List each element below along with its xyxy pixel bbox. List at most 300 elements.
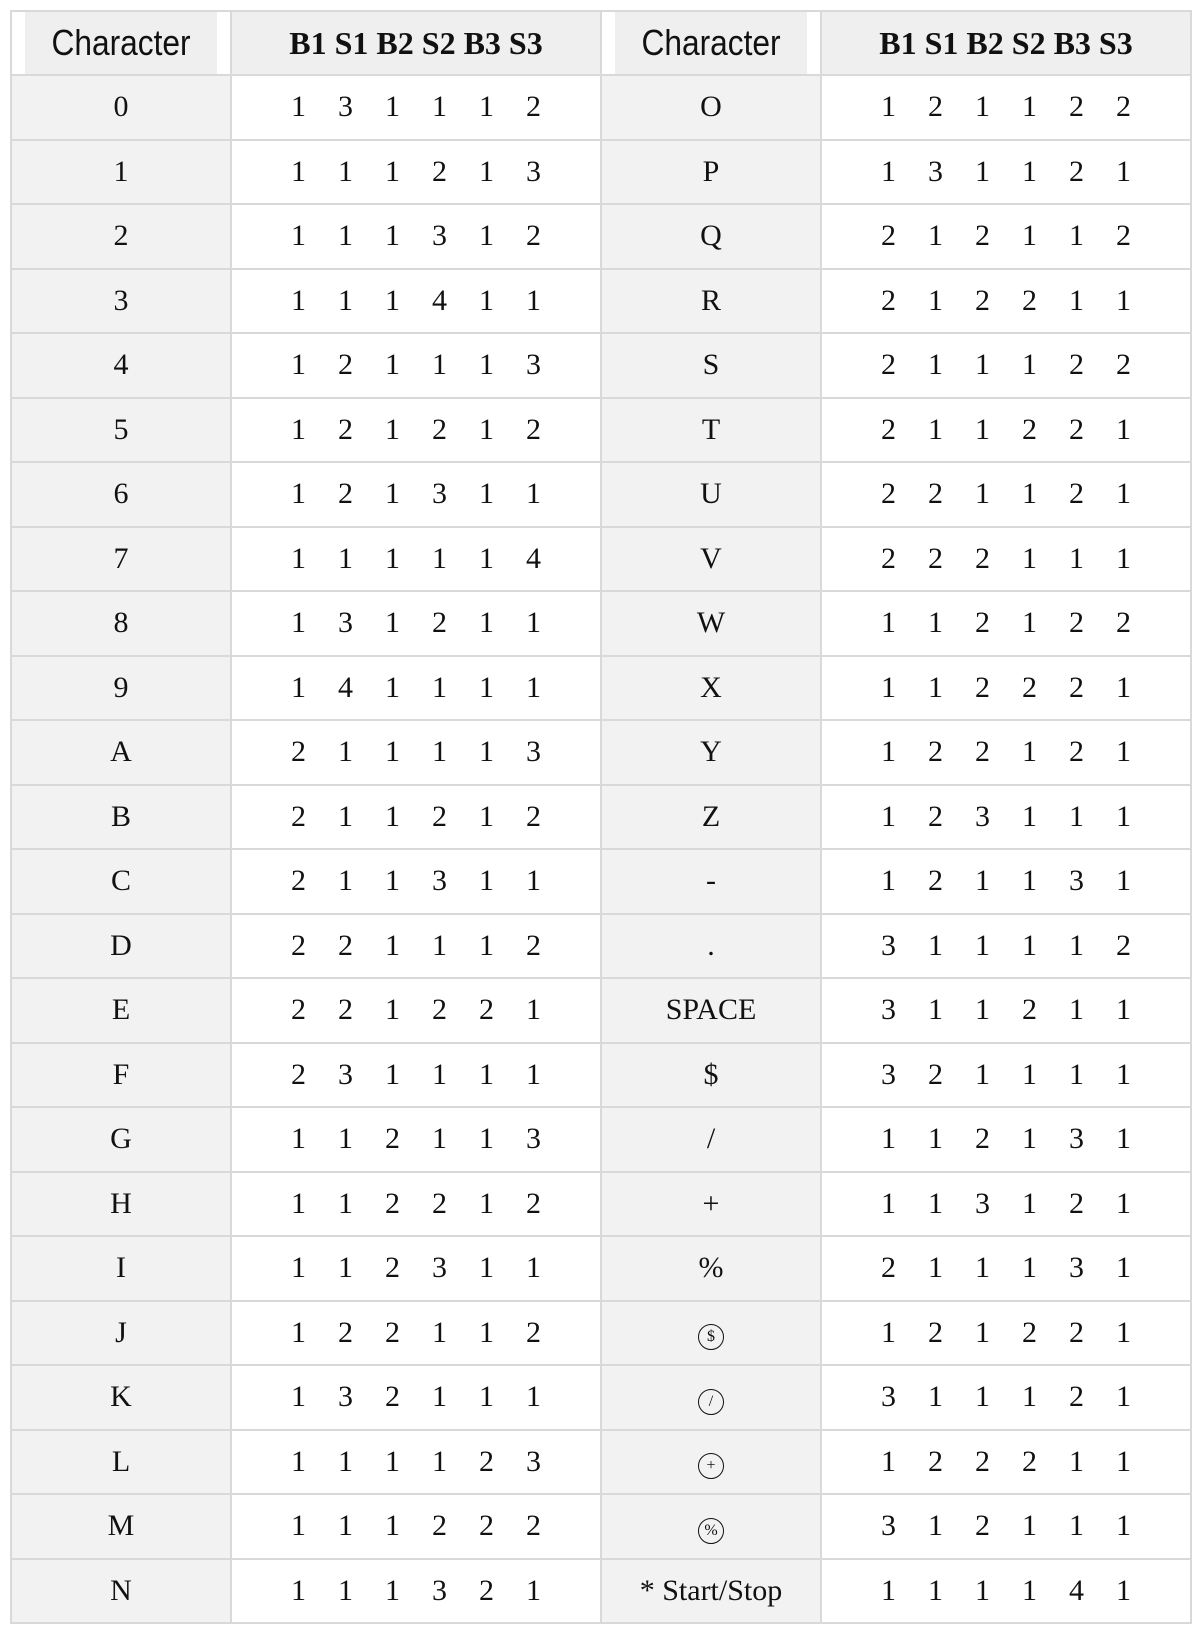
s2-width: 1 [432, 735, 447, 769]
b1-width: 3 [881, 928, 896, 962]
s1-width: 1 [928, 1186, 943, 1220]
s1-width: 1 [928, 1509, 943, 1543]
s3-width: 1 [1116, 154, 1131, 188]
bar-space-widths [232, 1380, 600, 1414]
b1-width: 1 [291, 1573, 306, 1607]
right-code-cell [821, 1043, 1191, 1108]
character-label: 6 [113, 477, 129, 511]
b2-width: 3 [975, 799, 990, 833]
s3-width: 1 [1116, 799, 1131, 833]
s3-width: 2 [526, 90, 541, 124]
s1-width: 2 [928, 1315, 943, 1349]
right-code-cell [821, 1430, 1191, 1495]
character-label: . [707, 928, 715, 962]
s3-width: 1 [1116, 412, 1131, 446]
right-code-cell [821, 140, 1191, 205]
b3-width: 2 [1069, 1315, 1084, 1349]
b2-width: 2 [975, 541, 990, 575]
bar-space-widths [232, 606, 600, 640]
b1-width: 1 [881, 1315, 896, 1349]
b1-width: 2 [291, 799, 306, 833]
left-code-cell [231, 720, 601, 785]
s2-width: 1 [432, 1315, 447, 1349]
s3-width: 2 [526, 219, 541, 253]
b1-width: 1 [291, 606, 306, 640]
b3-width: 1 [479, 412, 494, 446]
character-label: SPACE [665, 993, 757, 1027]
b2-width: 1 [385, 1509, 400, 1543]
bar-space-widths [232, 671, 600, 705]
right-character-cell [601, 1430, 821, 1495]
left-character-cell [11, 849, 231, 914]
character-label: 8 [113, 606, 129, 640]
s3-width: 3 [526, 735, 541, 769]
table-row [11, 978, 1191, 1043]
character-label: R [700, 283, 721, 317]
s3-width: 1 [1116, 864, 1131, 898]
right-character-cell [601, 1301, 821, 1366]
b3-width: 2 [1069, 90, 1084, 124]
s2-width: 2 [1022, 283, 1037, 317]
character-label: G [110, 1122, 132, 1156]
s3-width: 1 [526, 1380, 541, 1414]
right-character-cell [601, 1172, 821, 1237]
s1-width: 3 [338, 606, 353, 640]
left-character-cell [11, 140, 231, 205]
b3-width: 1 [479, 541, 494, 575]
left-character-cell [11, 785, 231, 850]
s3-width: 2 [526, 928, 541, 962]
s3-width: 1 [1116, 1380, 1131, 1414]
b2-width: 2 [975, 1444, 990, 1478]
s2-width: 4 [432, 283, 447, 317]
bar-space-widths [822, 155, 1190, 189]
right-character-cell [601, 462, 821, 527]
s2-width: 1 [1022, 864, 1037, 898]
b1-width: 3 [881, 993, 896, 1027]
bar-space-column-header: B1 S1 B2 S2 B3 S3 [821, 11, 1191, 75]
s3-width: 1 [1116, 735, 1131, 769]
right-character-cell [601, 1043, 821, 1108]
right-code-cell [821, 978, 1191, 1043]
s1-width: 2 [338, 993, 353, 1027]
s1-width: 3 [338, 1380, 353, 1414]
b3-width: 1 [1069, 928, 1084, 962]
left-character-cell [11, 1301, 231, 1366]
b1-width: 1 [291, 477, 306, 511]
s2-width: 1 [1022, 1573, 1037, 1607]
b3-width: 2 [1069, 154, 1084, 188]
b2-width: 1 [385, 541, 400, 575]
left-code-cell [231, 140, 601, 205]
b2-width: 2 [385, 1315, 400, 1349]
b2-width: 2 [385, 1251, 400, 1285]
bar-space-widths [822, 477, 1190, 511]
b3-width: 1 [479, 477, 494, 511]
character-label: Y [700, 735, 722, 769]
bar-space-widths [822, 1058, 1190, 1092]
s1-width: 1 [928, 606, 943, 640]
s2-width: 1 [1022, 90, 1037, 124]
b2-width: 2 [975, 606, 990, 640]
b3-width: 3 [1069, 1251, 1084, 1285]
s2-width: 1 [1022, 1380, 1037, 1414]
s3-width: 1 [526, 1251, 541, 1285]
s1-width: 2 [928, 1057, 943, 1091]
b3-width: 2 [1069, 735, 1084, 769]
bar-space-widths [822, 800, 1190, 834]
b1-width: 2 [291, 735, 306, 769]
b2-width: 2 [975, 1509, 990, 1543]
b1-width: 1 [291, 1251, 306, 1285]
b2-width: 1 [385, 1057, 400, 1091]
bar-space-widths [822, 864, 1190, 898]
character-label: 5 [113, 412, 129, 446]
s1-width: 1 [928, 412, 943, 446]
s1-width: 2 [928, 1444, 943, 1478]
s1-width: 1 [338, 283, 353, 317]
left-character-cell [11, 333, 231, 398]
b2-width: 1 [385, 799, 400, 833]
s2-width: 1 [1022, 1057, 1037, 1091]
left-character-cell [11, 269, 231, 334]
s2-width: 1 [1022, 1509, 1037, 1543]
b3-width: 1 [479, 90, 494, 124]
s3-width: 2 [1116, 348, 1131, 382]
b1-width: 1 [881, 1573, 896, 1607]
b1-width: 2 [881, 541, 896, 575]
bar-space-widths [822, 348, 1190, 382]
character-label: 2 [113, 219, 129, 253]
b3-width: 1 [1069, 219, 1084, 253]
b3-width: 1 [479, 799, 494, 833]
bar-space-widths [232, 735, 600, 769]
bar-space-widths [232, 219, 600, 253]
s3-width: 1 [1116, 1122, 1131, 1156]
b2-width: 1 [975, 864, 990, 898]
b3-width: 2 [1069, 670, 1084, 704]
b2-width: 1 [385, 283, 400, 317]
b2-width: 1 [385, 219, 400, 253]
s2-width: 2 [432, 993, 447, 1027]
right-character-cell [601, 720, 821, 785]
table-body [11, 75, 1191, 1623]
left-code-cell [231, 527, 601, 592]
bar-space-widths [232, 800, 600, 834]
s1-width: 1 [338, 735, 353, 769]
b2-width: 2 [385, 1380, 400, 1414]
left-code-cell [231, 462, 601, 527]
right-code-cell [821, 204, 1191, 269]
b3-width: 1 [479, 1380, 494, 1414]
s1-width: 2 [928, 477, 943, 511]
bar-space-widths [232, 284, 600, 318]
s1-width: 1 [338, 1186, 353, 1220]
b2-width: 1 [385, 348, 400, 382]
b3-width: 1 [479, 1057, 494, 1091]
b3-width: 1 [1069, 1057, 1084, 1091]
b1-width: 1 [291, 670, 306, 704]
right-code-cell [821, 269, 1191, 334]
s1-width: 1 [928, 348, 943, 382]
left-code-cell [231, 204, 601, 269]
b2-width: 3 [975, 1186, 990, 1220]
character-label: B [110, 799, 131, 833]
s2-width: 1 [432, 928, 447, 962]
b1-width: 2 [881, 1251, 896, 1285]
left-code-cell [231, 914, 601, 979]
b3-width: 1 [479, 283, 494, 317]
b3-width: 2 [1069, 477, 1084, 511]
character-label: 9 [113, 670, 129, 704]
left-character-cell [11, 914, 231, 979]
character-label: Z [701, 799, 721, 833]
right-character-cell [601, 591, 821, 656]
b3-width: 1 [1069, 993, 1084, 1027]
circled-character-label: + [698, 1453, 724, 1479]
s2-width: 2 [432, 1509, 447, 1543]
character-label: V [700, 541, 722, 575]
bar-space-widths [822, 606, 1190, 640]
table-row [11, 1301, 1191, 1366]
character-label: E [111, 993, 131, 1027]
bar-space-widths [232, 1445, 600, 1479]
s2-width: 2 [432, 606, 447, 640]
s3-width: 1 [1116, 1573, 1131, 1607]
b3-width: 3 [1069, 864, 1084, 898]
b2-width: 1 [385, 606, 400, 640]
right-character-cell [601, 914, 821, 979]
character-label: Q [700, 219, 722, 253]
b1-width: 2 [291, 1057, 306, 1091]
bar-space-widths [232, 1316, 600, 1350]
code39-encoding-table [10, 10, 1192, 1624]
character-label: - [706, 864, 716, 898]
right-code-cell [821, 1301, 1191, 1366]
b1-width: 1 [291, 154, 306, 188]
character-label: 1 [113, 154, 129, 188]
s3-width: 4 [526, 541, 541, 575]
s2-width: 1 [1022, 1251, 1037, 1285]
bar-space-widths [232, 542, 600, 576]
character-label: D [110, 928, 132, 962]
right-character-cell [601, 656, 821, 721]
s2-width: 2 [432, 412, 447, 446]
character-column-header: Character [24, 11, 218, 75]
left-character-cell [11, 1236, 231, 1301]
s2-width: 1 [432, 348, 447, 382]
character-label: A [110, 735, 132, 769]
b3-width: 2 [1069, 1380, 1084, 1414]
b3-width: 1 [479, 670, 494, 704]
left-character-cell [11, 398, 231, 463]
b2-width: 1 [385, 864, 400, 898]
s2-width: 2 [432, 1186, 447, 1220]
bar-space-widths [232, 1058, 600, 1092]
table-row [11, 1365, 1191, 1430]
b3-width: 1 [479, 864, 494, 898]
s3-width: 1 [1116, 1251, 1131, 1285]
bar-space-widths [232, 929, 600, 963]
s3-width: 1 [526, 283, 541, 317]
left-character-cell [11, 720, 231, 785]
s2-width: 1 [1022, 348, 1037, 382]
b2-width: 1 [975, 412, 990, 446]
s2-width: 2 [1022, 412, 1037, 446]
b2-width: 1 [385, 154, 400, 188]
b1-width: 1 [881, 1122, 896, 1156]
s1-width: 1 [928, 993, 943, 1027]
s3-width: 1 [526, 606, 541, 640]
b3-width: 1 [479, 154, 494, 188]
character-label: P [702, 154, 720, 188]
bar-space-widths [232, 348, 600, 382]
b3-width: 2 [1069, 1186, 1084, 1220]
left-character-cell [11, 1043, 231, 1108]
s2-width: 1 [1022, 541, 1037, 575]
b1-width: 1 [291, 90, 306, 124]
table-row [11, 204, 1191, 269]
b1-width: 2 [291, 993, 306, 1027]
right-character-cell [601, 1559, 821, 1624]
s2-width: 3 [432, 1573, 447, 1607]
b1-width: 1 [881, 799, 896, 833]
b3-width: 2 [479, 993, 494, 1027]
s1-width: 1 [338, 1444, 353, 1478]
s2-width: 1 [432, 541, 447, 575]
left-code-cell [231, 1365, 601, 1430]
table-row [11, 1043, 1191, 1108]
b3-width: 1 [1069, 283, 1084, 317]
s2-width: 1 [1022, 799, 1037, 833]
left-code-cell [231, 398, 601, 463]
s2-width: 3 [432, 864, 447, 898]
right-character-cell [601, 140, 821, 205]
b3-width: 1 [479, 1122, 494, 1156]
s3-width: 1 [526, 670, 541, 704]
s1-width: 2 [928, 90, 943, 124]
b3-width: 1 [479, 928, 494, 962]
s3-width: 3 [526, 1122, 541, 1156]
b2-width: 1 [975, 90, 990, 124]
left-code-cell [231, 785, 601, 850]
b1-width: 1 [881, 1186, 896, 1220]
right-code-cell [821, 75, 1191, 140]
s3-width: 2 [1116, 606, 1131, 640]
right-character-cell [601, 1494, 821, 1559]
s1-width: 2 [338, 477, 353, 511]
right-code-cell [821, 849, 1191, 914]
right-code-cell [821, 1172, 1191, 1237]
table-row [11, 75, 1191, 140]
table-row [11, 591, 1191, 656]
b1-width: 2 [291, 928, 306, 962]
bar-space-widths [822, 90, 1190, 124]
right-code-cell [821, 1236, 1191, 1301]
right-code-cell [821, 1559, 1191, 1624]
s3-width: 1 [526, 993, 541, 1027]
bar-space-widths [822, 735, 1190, 769]
left-code-cell [231, 75, 601, 140]
right-character-cell [601, 849, 821, 914]
character-label: $ [703, 1057, 719, 1091]
b1-width: 1 [291, 1380, 306, 1414]
b3-width: 1 [1069, 799, 1084, 833]
header-row [11, 11, 1191, 75]
s3-width: 3 [526, 154, 541, 188]
table-row [11, 1172, 1191, 1237]
b2-width: 1 [385, 1444, 400, 1478]
b3-width: 1 [479, 1315, 494, 1349]
table-row [11, 1236, 1191, 1301]
character-label: 3 [113, 283, 129, 317]
bar-space-widths [232, 1509, 600, 1543]
s2-width: 2 [432, 799, 447, 833]
character-label: F [112, 1057, 130, 1091]
b1-width: 1 [881, 670, 896, 704]
s3-width: 1 [1116, 541, 1131, 575]
s1-width: 1 [928, 928, 943, 962]
s1-width: 1 [338, 799, 353, 833]
s3-width: 1 [526, 1057, 541, 1091]
character-label: 4 [113, 348, 129, 382]
b1-width: 1 [291, 1122, 306, 1156]
s2-width: 1 [1022, 219, 1037, 253]
s1-width: 3 [338, 90, 353, 124]
bar-space-widths [822, 1122, 1190, 1156]
s3-width: 2 [1116, 928, 1131, 962]
s2-width: 3 [432, 1251, 447, 1285]
character-label: C [110, 864, 131, 898]
character-label: / [706, 1122, 716, 1156]
b3-width: 1 [479, 219, 494, 253]
right-code-cell [821, 720, 1191, 785]
bar-space-widths [232, 90, 600, 124]
s2-width: 1 [1022, 1122, 1037, 1156]
right-character-cell [601, 1107, 821, 1172]
right-character-cell [601, 333, 821, 398]
s3-width: 2 [526, 1509, 541, 1543]
s1-width: 2 [338, 348, 353, 382]
b2-width: 2 [385, 1186, 400, 1220]
s3-width: 2 [526, 799, 541, 833]
b3-width: 2 [1069, 412, 1084, 446]
bar-space-widths [822, 1445, 1190, 1479]
b3-width: 2 [479, 1444, 494, 1478]
left-character-cell [11, 1365, 231, 1430]
left-code-cell [231, 333, 601, 398]
left-code-cell [231, 1236, 601, 1301]
table-row [11, 656, 1191, 721]
table-row [11, 333, 1191, 398]
b1-width: 2 [881, 477, 896, 511]
s1-width: 1 [338, 1573, 353, 1607]
b2-width: 1 [975, 1573, 990, 1607]
table-row [11, 269, 1191, 334]
character-label: * Start/Stop [639, 1573, 783, 1607]
s2-width: 1 [1022, 154, 1037, 188]
b2-width: 1 [975, 1315, 990, 1349]
b1-width: 1 [291, 1186, 306, 1220]
s3-width: 1 [1116, 283, 1131, 317]
right-code-cell [821, 591, 1191, 656]
b3-width: 3 [1069, 1122, 1084, 1156]
left-character-cell [11, 204, 231, 269]
b3-width: 1 [479, 606, 494, 640]
table-row [11, 398, 1191, 463]
code39-table-container [10, 10, 1190, 1624]
left-code-cell [231, 1494, 601, 1559]
